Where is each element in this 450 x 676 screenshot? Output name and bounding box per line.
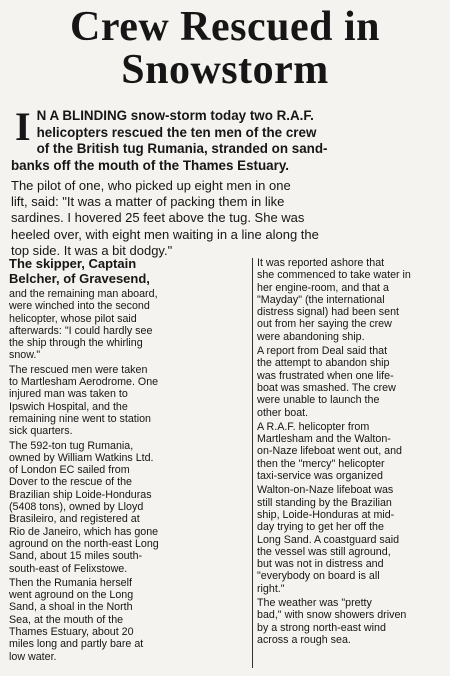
article-line: then the "mercy" helicopter	[257, 457, 385, 470]
article-line: Martlesham and the Walton-	[257, 433, 391, 446]
lead-line: of the British tug Rumania, stranded on sand-	[36, 141, 328, 156]
article-line: right."	[257, 582, 285, 595]
article-line: injured man was taken to	[9, 388, 128, 401]
right-column	[257, 257, 445, 648]
article-line: afterwards: "I could hardly see	[9, 324, 153, 337]
article-line: owned by William Watkins Ltd.	[9, 451, 154, 464]
column-divider	[252, 258, 253, 668]
article-line: Sand, a shoal in the North	[9, 601, 133, 614]
article-line: still standing by the Brazilian	[257, 496, 392, 509]
article-line: ship, Loide-Honduras at mid-	[257, 508, 395, 521]
left-column	[9, 257, 212, 665]
article-line: distress signal) had been sent	[257, 306, 399, 319]
article-line: The weather was "pretty	[257, 597, 372, 610]
article-line: were winched into the second	[9, 300, 150, 313]
article-line: Ipswich Hospital, and the	[9, 400, 128, 413]
article-paragraph	[257, 484, 445, 595]
article-line: Belcher, of Gravesend,	[9, 271, 150, 286]
article-line: the vessel was still aground,	[257, 545, 391, 558]
article-paragraph	[257, 597, 445, 646]
article-line: were abandoning ship.	[257, 330, 365, 343]
quote-line: The pilot of one, who picked up eight men in one	[11, 178, 291, 193]
article-line: were unable to launch the	[257, 394, 380, 407]
article-line: by a strong north-east wind	[257, 621, 386, 634]
article-line: bad," with snow showers driven	[257, 609, 407, 622]
lead-paragraph	[11, 104, 443, 174]
headline-line-2: Snowstorm	[121, 47, 329, 93]
article-line: Rio de Janeiro, which has gone	[9, 525, 159, 538]
article-line: but was not in distress and	[257, 558, 384, 571]
article-line: her engine-room, and that a	[257, 281, 389, 294]
article-line: A report from Deal said that	[257, 345, 388, 358]
article-line: The 592-ton tug Rumania,	[9, 439, 134, 452]
article-line: day trying to get her off the	[257, 521, 384, 534]
drop-cap: I	[15, 104, 31, 149]
article-line: Brasileiro, and registered at	[9, 513, 140, 526]
article-line: The skipper, Captain	[9, 257, 137, 271]
headline-line-1: Crew Rescued in	[69, 4, 381, 50]
article-line: The rescued men were taken	[9, 363, 148, 376]
article-line: snow."	[9, 349, 41, 362]
article-line: Thames Estuary, about 20	[9, 626, 134, 639]
article-line: "everybody on board is all	[257, 570, 380, 583]
lead-line: banks off the mouth of the Thames Estuary.	[11, 157, 290, 173]
article-line: taxi-service was organized	[257, 470, 383, 483]
quote-line: lift, said: "It was a matter of packing them in like	[11, 194, 285, 210]
article-line: Sand, about 15 miles south-	[9, 550, 143, 563]
article-line: was frustrated when one life-	[257, 369, 394, 382]
lead-line: N A BLINDING snow-storm today two R.A.F.	[36, 108, 314, 123]
article-line: of London EC sailed from	[9, 464, 130, 477]
article-line: Then the Rumania herself	[9, 576, 132, 589]
article-line: remaining nine went to station	[9, 412, 151, 425]
article-line: boat was smashed. The crew	[257, 381, 396, 394]
article-paragraph	[9, 364, 212, 438]
article-paragraph	[9, 288, 212, 362]
article-paragraph	[257, 257, 445, 343]
article-line: the attempt to abandon ship	[257, 357, 390, 370]
article-line: went aground on the Long	[9, 589, 134, 602]
quote-line: top side. It was a bit dodgy."	[11, 242, 173, 258]
article-paragraph	[257, 421, 445, 482]
article-line: to Martlesham Aerodrome. One	[9, 376, 159, 389]
headline	[0, 6, 450, 92]
article-line: sick quarters.	[9, 425, 73, 438]
article-line: Walton-on-Naze lifeboat was	[257, 484, 394, 497]
article-line: Long Sand. A coastguard said	[257, 533, 400, 546]
article-paragraph	[9, 577, 212, 663]
article-line: other boat.	[257, 406, 309, 419]
article-line: It was reported ashore that	[257, 257, 385, 269]
article-line: A R.A.F. helicopter from	[257, 420, 370, 433]
article-paragraph	[9, 440, 212, 575]
article-line: south-east of Felixstowe.	[9, 562, 128, 575]
article-line: and the remaining man aboard,	[9, 288, 158, 300]
article-line: Dover to the rescue of the	[9, 476, 132, 489]
article-line: "Mayday" (the international	[257, 293, 385, 306]
quote-line: sardines. I hovered 25 feet above the tug. She was	[11, 210, 305, 226]
article-line: Sea, at the mouth of the	[9, 613, 124, 626]
article-line: Brazilian ship Loide-Honduras	[9, 488, 152, 501]
article-line: she commenced to take water in	[257, 269, 411, 282]
article-line: low water.	[9, 650, 57, 663]
lead-line: helicopters rescued the ten men of the crew	[36, 124, 317, 140]
article-line: aground on the north-east Long	[9, 537, 159, 550]
article-line: out from her saying the crew	[257, 318, 392, 331]
article-line: miles long and partly bare at	[9, 638, 144, 651]
pilot-quote-paragraph	[11, 178, 443, 259]
article-line: the ship through the whirling	[9, 337, 143, 350]
quote-line: heeled over, with eight men waiting in a line along the	[11, 226, 319, 242]
article-paragraph	[257, 345, 445, 419]
article-line: helicopter, whose pilot said	[9, 312, 137, 325]
article-paragraph	[9, 257, 212, 286]
article-line: on-Naze lifeboat went out, and	[257, 445, 402, 458]
article-line: (5408 tons), owned by Lloyd	[9, 501, 144, 514]
article-line: across a rough sea.	[257, 633, 351, 646]
